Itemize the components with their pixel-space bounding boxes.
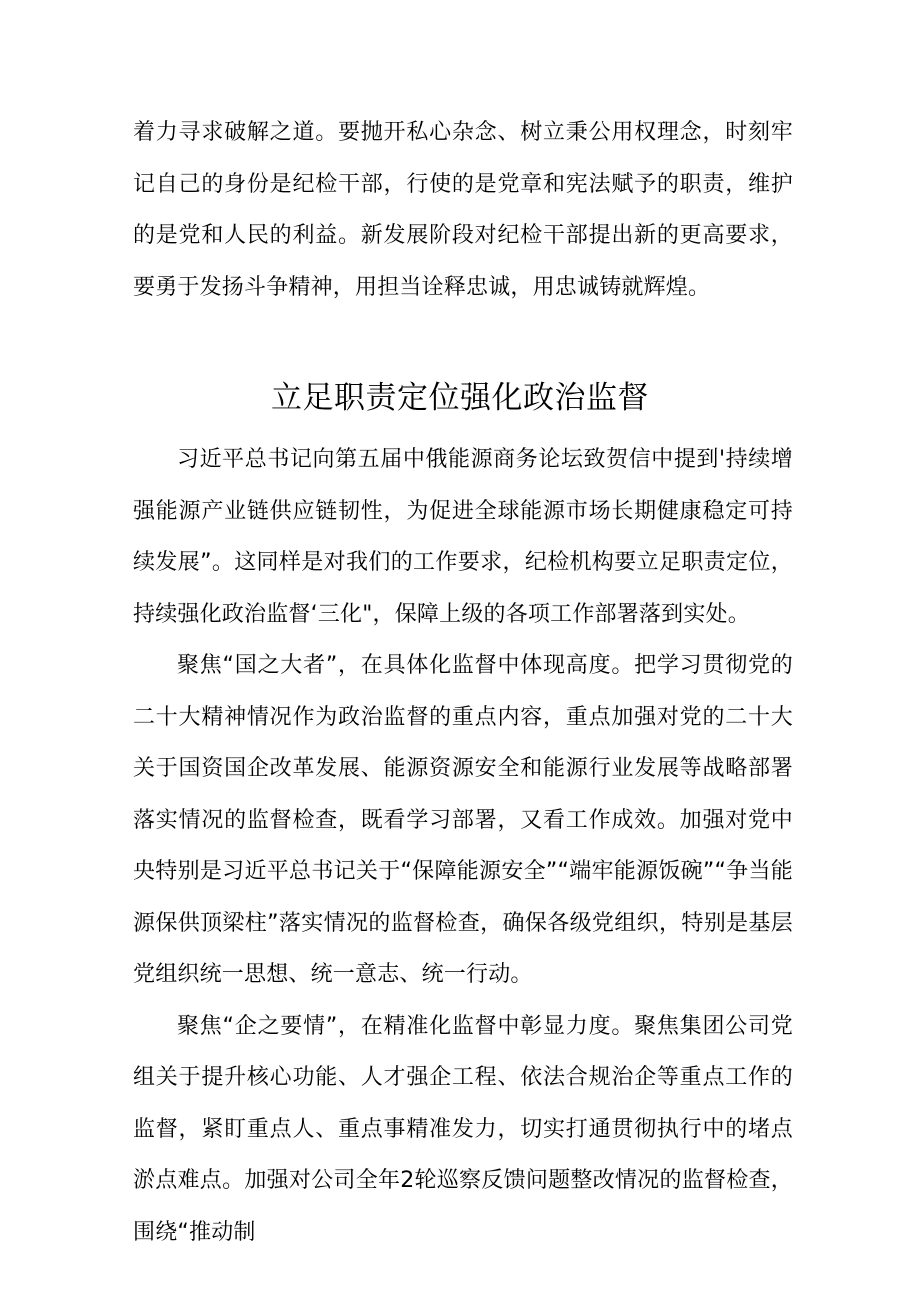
- section-body: [133, 434, 793, 1258]
- body-paragraph: 聚焦“企之要情”，在精准化监督中彰显力度。聚焦集团公司党组关于提升核心功能、人才强企工程、依法合规治企等重点工作的监督，紧盯重点人、重点事精准发力，切实打通贯彻执行中的堵点淤点难点。加强对公司全年2轮巡察反馈问题整改情况的监督检查，围绕“推动制: [133, 1013, 793, 1245]
- body-paragraph: 聚焦“国之大者”，在具体化监督中体现高度。把学习贯彻党的二十大精神情况作为政治监督的重点内容，重点加强对党的二十大关于国资国企改革发展、能源资源安全和能源行业发展等战略部署落实情况的监督检查，既看学习部署，又看工作成效。加强对党中央特别是习近平总书记关于“保障能源安全”“端牢能源饭碗”“争当能源保供顶梁柱”落实情况的监督检查，确保各级党组织，特别是基层党组织统一思想、统一意志、统一行动。: [133, 653, 793, 987]
- section-title: 立足职责定位强化政治监督: [271, 380, 649, 416]
- continuation-paragraph: 着力寻求破解之道。要抛开私心杂念、树立秉公用权理念，时刻牢记自己的身份是纪检干部，行使的是党章和宪法赋予的职责，维护的是党和人民的利益。新发展阶段对纪检干部提出新的更高要求，要勇于发扬斗争精神，用担当诠释忠诚，用忠诚铸就辉煌。: [133, 120, 793, 300]
- body-paragraph: 习近平总书记向第五届中俄能源商务论坛致贺信中提到'持续增强能源产业链供应链韧性，为促进全球能源市场长期健康稳定可持续发展”。这同样是对我们的工作要求，纪检机构要立足职责定位，持续强化政治监督‘三化"，保障上级的各项工作部署落到实处。: [133, 447, 793, 627]
